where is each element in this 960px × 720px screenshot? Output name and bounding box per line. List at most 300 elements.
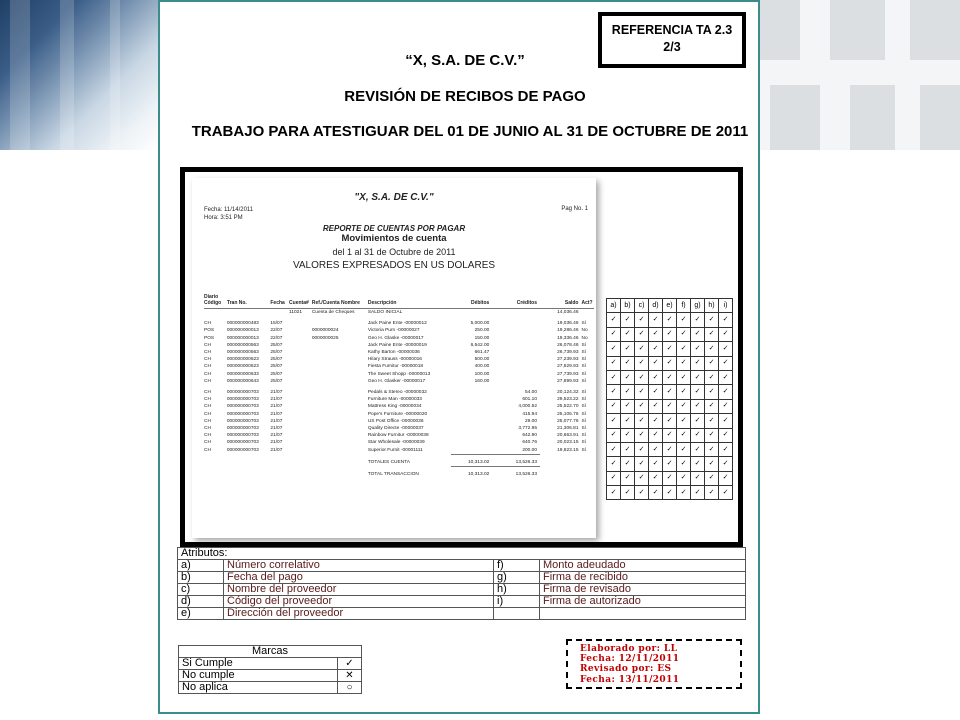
report-cell: 500.00 [474,357,490,363]
check-mark: ✓ [677,342,691,356]
report-cell [312,371,368,378]
report-title: REPORTE DE CUENTAS POR PAGAR [322,224,466,233]
report-column-header: Ref./Cuenta Nombre [312,294,368,309]
report-cell [312,403,368,410]
report-cell: 000000000013 [226,335,259,341]
check-mark: ✓ [621,327,635,341]
report-cell: 21/07 [270,433,283,439]
empty-cell [227,454,271,466]
report-cell: Sí [581,350,587,356]
report-cell [312,356,368,363]
checklist-row [607,471,733,485]
report-cell: 14,036.46 [557,310,579,315]
report-column-header: Débitos [451,294,492,309]
report-cell: 415.94 [522,411,537,417]
report-cell: Geo H. Glasker -00000017 [367,378,426,384]
report-cell: Sí [581,371,587,377]
decorative-image-left [0,0,160,150]
report-cell [581,309,594,317]
report-cell [312,432,368,439]
report-cell [289,320,312,327]
report-cell: 640.76 [522,440,537,446]
report-cell [289,327,312,334]
report-cell: 21/07 [270,418,283,424]
check-mark: ✓ [663,442,677,456]
check-mark: ✓ [719,370,733,384]
report-cell: 19,036.46 [557,321,579,327]
report-row [204,425,594,432]
report-fecha: Fecha: 11/14/2011 [204,207,254,213]
report-cell: 27,899.93 [557,378,579,384]
report-cell: 21/07 [270,440,283,446]
report-cell: 19,823.15 [557,447,579,453]
check-mark: ✓ [691,486,705,500]
report-row [204,418,594,425]
report-cell [492,335,540,342]
report-cell [289,349,312,356]
prepared-by: Elaborado por: LL [580,644,678,654]
mark-symbol: ○ [338,682,362,694]
report-cell: 25/07 [270,342,283,348]
report-cell: Kathy Barton -00000036 [367,350,420,356]
check-mark: ✓ [705,471,719,485]
checklist-row [607,457,733,471]
reviewed-date: Fecha: 13/11/2011 [580,674,680,685]
check-mark: ✓ [649,414,663,428]
check-mark: ✓ [677,486,691,500]
report-cell: CH [204,418,211,424]
check-mark: ✓ [691,385,705,399]
report-cell: 661.47 [474,350,490,356]
report-range: del 1 al 31 de Octubre de 2011 [332,247,456,257]
report-column-header: Act? [581,294,594,309]
check-mark: ✓ [649,471,663,485]
check-mark: ✓ [621,313,635,327]
report-cell [289,356,312,363]
report-column-header: Fecha [270,294,289,309]
report-cell: CH [204,350,211,356]
report-currency-note: VALORES EXPRESADOS EN US DOLARES [292,260,496,271]
report-cell: Rainbow Furnitur -00000038 [367,433,429,439]
report-cell: 100.00 [474,371,490,377]
check-mark: ✓ [649,442,663,456]
report-cell: 000000000563 [226,342,259,348]
check-mark: ✓ [663,356,677,370]
report-cell [289,335,312,342]
report-cell [451,309,492,317]
checklist-row [607,486,733,500]
check-mark: ✓ [691,370,705,384]
report-cell: 25/07 [270,350,283,356]
report-cell: 000000000013 [226,328,259,334]
check-mark: ✓ [705,370,719,384]
report-row [204,349,594,356]
report-cell: 000000000623 [226,357,259,363]
report-cell [312,389,368,396]
check-mark: ✓ [663,342,677,356]
report-row [204,403,594,410]
report-cell: No [581,328,588,334]
total-debits: 10,313.02 [451,454,492,466]
report-cell: CH [204,357,211,363]
report-cell [451,447,492,455]
report-cell [312,425,368,432]
report-cell: CH [204,342,211,348]
report-hora: Hora: 3:51 PM [204,215,243,221]
report-cell: 21/07 [270,447,283,453]
report-cell: Sí [581,397,587,403]
decorative-image-right [760,0,960,150]
report-company: "X, S.A. DE C.V." [354,192,434,203]
check-mark: ✓ [677,399,691,413]
check-mark: ✓ [621,457,635,471]
check-mark: ✓ [719,457,733,471]
check-mark: ✓ [621,428,635,442]
report-cell: 26,739.93 [557,350,579,356]
report-row [204,389,594,396]
check-mark: ✓ [621,471,635,485]
attribute-key: d) [178,596,224,608]
report-cell: 000000000703 [226,447,259,453]
attribute-key [494,608,540,620]
report-cell: Sí [581,426,587,432]
mark-label: No cumple [179,670,338,682]
report-cell: 27,629.93 [557,364,579,370]
checklist-row [607,342,733,356]
report-cell: 200.00 [522,447,537,453]
report-cell [270,309,289,317]
check-mark: ✓ [607,471,621,485]
total-debits: 10,313.02 [451,467,492,479]
check-mark: ✓ [691,327,705,341]
report-cell: 000000000623 [226,364,259,370]
empty-cell [312,454,368,466]
report-cell: Cuenta de Cheques [311,310,355,315]
report-cell: 000000000703 [226,440,259,446]
report-column-header: Cuenta# [289,294,312,309]
check-mark: ✓ [663,370,677,384]
report-cell: 26,078.46 [557,342,579,348]
check-mark: ✓ [621,356,635,370]
marks-title: Marcas [179,646,362,658]
report-cell: 3,772.95 [518,426,537,432]
report-cell: 0000000024 [311,328,339,334]
report-row [204,327,594,334]
marks-title-row [179,646,362,658]
attribute-row [178,596,746,608]
check-mark: ✓ [635,327,649,341]
document-subtitle: REVISIÓN DE RECIBOS DE PAGO [344,88,586,105]
checklist-column-header: c) [635,299,649,313]
reference-code: REFERENCIA TA 2.3 [611,23,733,37]
check-mark: ✓ [719,486,733,500]
attributes-table [177,547,746,620]
report-cell: Pope's Furniture -00000020 [367,411,428,417]
attribute-key: h) [494,584,540,596]
checklist-row [607,399,733,413]
report-cell: 000000000703 [226,397,259,403]
empty-cell [270,454,289,466]
marks-legend [178,645,362,694]
report-cell: The Sweet Shopp -00000013 [367,371,431,377]
report-cell [492,327,540,334]
check-mark: ✓ [691,356,705,370]
report-cell: Jack Paine Ente -00000019 [367,342,427,348]
report-column-header: Diario Código [204,294,227,309]
reference-page: 2/3 [663,40,681,54]
check-mark: ✓ [719,442,733,456]
report-cell [492,371,540,378]
checklist-row [607,370,733,384]
check-mark: ✓ [719,342,733,356]
report-cell: 25,106.76 [557,411,579,417]
check-mark: ✓ [691,342,705,356]
check-mark: ✓ [649,342,663,356]
attribute-row [178,572,746,584]
check-mark: ✓ [621,399,635,413]
report-cell: 25,522.70 [557,404,579,410]
check-mark: ✓ [607,313,621,327]
report-cell [451,425,492,432]
report-cell: 21/07 [270,411,283,417]
check-mark: ✓ [691,414,705,428]
check-mark: ✓ [705,342,719,356]
report-cell [492,309,540,317]
check-mark: ✓ [691,471,705,485]
report-cell: CH [204,433,211,439]
report-cell: CH [204,447,211,453]
report-cell [289,389,312,396]
report-row [204,342,594,349]
report-cell: 000000000483 [226,321,259,327]
report-cell: 19,286.46 [557,328,579,334]
empty-cell [204,467,227,479]
total-credits: 13,526.33 [492,467,540,479]
report-cell [289,447,312,455]
check-mark: ✓ [621,486,635,500]
checklist-column-header: b) [621,299,635,313]
check-mark: ✓ [607,370,621,384]
check-mark: ✓ [635,442,649,456]
check-mark: ✓ [621,370,635,384]
report-cell: 000000000703 [226,411,259,417]
check-mark: ✓ [663,428,677,442]
attribute-value: Fecha del pago [224,572,494,584]
total-label: TOTAL TRANSACCION [367,471,419,477]
check-mark: ✓ [663,457,677,471]
total-credits: 13,526.33 [492,454,540,466]
attribute-row [178,584,746,596]
report-cell: 29,523.22 [557,397,579,403]
attribute-key: a) [178,560,224,572]
report-cell [227,309,271,317]
check-mark: ✓ [649,313,663,327]
check-mark: ✓ [677,313,691,327]
report-cell: Sí [581,364,587,370]
report-cell [451,432,492,439]
mark-row [179,682,362,694]
empty-cell [289,454,312,466]
report-cell: Fiesta Furnitur -00000018 [367,364,424,370]
report-cell: CH [204,371,211,377]
checklist-row [607,327,733,341]
report-cell: 21,306.81 [557,426,579,432]
report-cell: 160.00 [474,378,490,384]
report-column-header: Descripción [368,294,451,309]
empty-cell [581,454,594,466]
report-cell: 601.10 [522,397,537,403]
reviewed-by: Revisado por: ES [580,664,672,675]
report-cell [289,378,312,385]
check-mark: ✓ [663,327,677,341]
report-total-row [204,467,594,479]
report-page-number: Pag No. 1 [561,206,588,212]
check-mark: ✓ [607,399,621,413]
checklist-row [607,313,733,327]
check-mark: ✓ [705,327,719,341]
report-cell: Sí [581,433,587,439]
period-title: TRABAJO PARA ATESTIGUAR DEL 01 DE JUNIO AL 31 DE OCTUBRE DE 2011 [191,123,749,140]
report-row [204,378,594,385]
check-mark: ✓ [691,399,705,413]
report-cell: 21/07 [270,390,283,396]
report-cell: CH [204,378,211,384]
attribute-key: c) [178,584,224,596]
report-cell [312,447,368,455]
attribute-key: g) [494,572,540,584]
check-mark: ✓ [607,486,621,500]
check-mark: ✓ [649,385,663,399]
mark-symbol: ✓ [338,658,362,670]
report-cell [204,309,227,317]
report-cell: Sí [581,440,587,446]
report-cell [312,378,368,385]
check-mark: ✓ [649,428,663,442]
report-cell: 21/07 [270,404,283,410]
report-cell [312,396,368,403]
check-mark: ✓ [691,442,705,456]
check-mark: ✓ [635,414,649,428]
prepared-date: Fecha: 12/11/2011 [580,654,680,665]
report-cell [312,320,368,327]
check-mark: ✓ [635,356,649,370]
empty-cell [540,467,581,479]
check-mark: ✓ [677,370,691,384]
report-cell: 25/07 [270,364,283,370]
report-cell: Mattress King -00000034 [367,404,422,410]
mark-row [179,670,362,682]
attribute-value: Nombre del proveedor [224,584,494,596]
check-mark: ✓ [649,356,663,370]
check-mark: ✓ [607,414,621,428]
attribute-key: i) [494,596,540,608]
check-mark: ✓ [705,399,719,413]
mark-row [179,658,362,670]
report-cell: 000000000703 [226,426,259,432]
report-cell: 000000000563 [226,350,259,356]
mark-label: No aplica [179,682,338,694]
report-cell: Victoria Purn -00000027 [367,328,420,334]
check-mark: ✓ [677,327,691,341]
check-mark: ✓ [663,385,677,399]
report-cell [451,396,492,403]
report-cell [492,363,540,370]
empty-cell [204,454,227,466]
empty-cell [581,467,594,479]
checklist-column-header: g) [691,299,705,313]
report-cell: 20,023.15 [557,440,579,446]
report-row [204,411,594,418]
report-cell: Sí [581,342,587,348]
report-cell: CH [204,321,211,327]
check-mark: ✓ [719,414,733,428]
report-cell: Sí [581,357,587,363]
report-cell: Sí [581,390,587,396]
checklist-column-header: f) [677,299,691,313]
attribute-value: Firma de revisado [540,584,746,596]
report-cell [289,439,312,446]
report-cell: Jack Paine Ente -00000012 [367,321,427,327]
attribute-key: f) [494,560,540,572]
check-mark: ✓ [705,414,719,428]
report-row [204,335,594,342]
report-cell: 25/07 [270,357,283,363]
report-cell [451,389,492,396]
company-title: “X, S.A. DE C.V.” [405,52,525,69]
report-row [204,396,594,403]
attribute-value: Monto adeudado [540,560,746,572]
check-mark: ✓ [635,428,649,442]
report-cell: Superior Furnit -00001111 [367,447,423,453]
check-mark: ✓ [663,471,677,485]
attribute-row [178,608,746,620]
check-mark: ✓ [663,313,677,327]
check-mark: ✓ [607,442,621,456]
total-label: TOTALES CUENTA [367,459,410,465]
report-cell: SALDO INICIAL [367,310,403,315]
report-cell [492,349,540,356]
attribute-row [178,560,746,572]
check-mark: ✓ [621,342,635,356]
empty-cell [312,467,368,479]
report-row [204,432,594,439]
check-mark: ✓ [649,370,663,384]
report-cell [312,418,368,425]
report-cell: Sí [581,447,587,453]
report-cell [289,418,312,425]
check-mark: ✓ [691,313,705,327]
check-mark: ✓ [719,428,733,442]
report-cell [492,356,540,363]
report-date [204,206,253,222]
report-cell: 400.00 [474,364,490,370]
check-mark: ✓ [705,385,719,399]
attribute-key: b) [178,572,224,584]
check-mark: ✓ [705,313,719,327]
checklist-row [607,385,733,399]
check-mark: ✓ [705,457,719,471]
report-cell: Sí [581,411,587,417]
check-mark: ✓ [677,414,691,428]
checklist-header [607,299,733,313]
report-cell [451,418,492,425]
report-row [204,447,594,455]
report-cell: CH [204,411,211,417]
report-cell [289,396,312,403]
check-mark: ✓ [607,356,621,370]
report-row [204,371,594,378]
report-cell [289,425,312,432]
